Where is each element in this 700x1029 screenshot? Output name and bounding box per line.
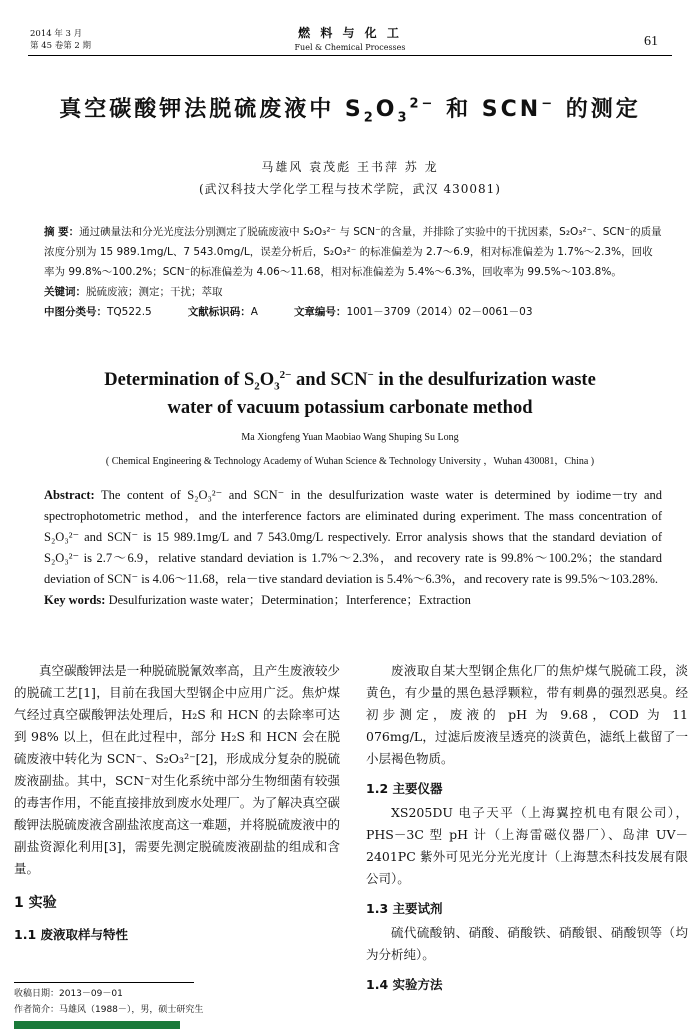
paper-title-en (30, 366, 670, 422)
abstract-cn-text: 通过碘量法和分光光度法分别测定了脱硫废液中 S₂O₃²⁻ 与 SCN⁻的含量，并排除了实验中的干扰因素，S₂O₃²⁻、SCN⁻的质量浓度分别为 15 989.1mg/L、7 543.0mg/L，误差分析后，S₂O₃²⁻ 的标准偏差为 2.7～6.9，相对标准偏差为 1.7%～2.3%，回收率为 99.8%～100.2%；SCN⁻的标准偏差为 4.06～11.68，相对标准偏差为 5.4%～6.3%，回收率为 99.5%～103.8%。 (44, 226, 662, 278)
keywords-en (44, 590, 662, 611)
abstract-en-label: Abstract: (44, 488, 95, 502)
reagents-paragraph: 硫代硫酸钠、硝酸、硝酸铁、硝酸银、硝酸钡等（均为分析纯）。 (366, 925, 688, 962)
title-en-part4: in the desulfurization waste (373, 370, 596, 390)
title-cn-part2: O (375, 97, 398, 122)
title-cn-sub2: 3 (397, 110, 410, 126)
article-number (294, 302, 533, 322)
title-en-sup3: − (367, 368, 374, 381)
abstract-cn-label: 摘 要： (44, 226, 80, 238)
footer-color-bar (14, 1021, 180, 1029)
title-cn-sup2: 2− (409, 96, 436, 112)
title-en-sub2: 3 (274, 380, 280, 393)
title-en-part2: O (259, 370, 275, 390)
keywords-en-label: Key words: (44, 593, 106, 607)
keywords-cn (44, 282, 662, 302)
issue-volume: 第 45 卷第 2 期 (30, 41, 92, 51)
doc-label: 文献标识码： (187, 306, 251, 318)
instruments-paragraph: XS205DU 电子天平（上海翼控机电有限公司），PHS－3C 型 pH 计（上海雷磁仪器厂）、岛津 UV－2401PC 紫外可见光分光光度计（上海慧杰科技发展有限公司）。 (366, 805, 688, 886)
keywords-cn-text: 脱硫废液；测定；干扰；萃取 (86, 286, 223, 298)
section-1-3-heading: 1.3 主要试剂 (366, 901, 443, 916)
authors-cn: 马雄风 袁茂彪 王书萍 苏 龙 (261, 160, 439, 174)
article-value: 1001－3709（2014）02－0061－03 (346, 306, 533, 318)
doc-value: A (250, 306, 258, 318)
title-cn-part1: 真空碳酸钾法脱硫废液中 S (59, 97, 364, 122)
keywords-en-text: Desulfurization waste water；Determination；Interference；Extraction (105, 593, 471, 607)
title-en-part3: and SCN (291, 370, 368, 390)
title-en-sub1: 2 (254, 380, 260, 393)
authors-en: Ma Xiongfeng Yuan Maobiao Wang Shuping Su Long (241, 432, 459, 443)
abstract-cn-body (44, 222, 662, 282)
affiliation-cn: (武汉科技大学化学工程与技术学院，武汉 430081) (199, 182, 501, 196)
classification-row (44, 302, 662, 322)
doc-code (188, 302, 258, 322)
article-label: 文章编号： (293, 306, 347, 318)
abstract-en (44, 485, 662, 611)
author-bio: 作者简介：马雄风（1988－），男，硕士研究生 (14, 1005, 204, 1015)
journal-name-cn: 燃 料 与 化 工 (298, 26, 402, 40)
clc-number (44, 302, 152, 322)
issue-info (30, 28, 91, 52)
page-number: 61 (644, 34, 658, 49)
section-1-4-heading: 1.4 实验方法 (366, 977, 443, 992)
title-en-sup2: 2− (279, 368, 292, 381)
title-en-line1 (30, 366, 670, 394)
title-cn-sup3: − (541, 96, 556, 112)
affiliation-en: ( Chemical Engineering & Technology Academy of Wuhan Science & Technology University ，Wuhan 430081，China ) (105, 456, 595, 467)
abstract-en-text: The content of S₂O₃²⁻ and SCN⁻ in the desulfurization waste water is determined by iodime－try and spectrophotometric method，and the interference factors are eliminated during experiment. The mass concentration of S₂O₃²⁻ and SCN⁻ is 15 989.1mg/L and 7 543.0mg/L respectively. Error analysis shows that the standard deviation of S₂O₃²⁻ is 2.7～6.9，relative standard deviation is 1.7%～2.3%，and recovery rate is 99.8%～100.2%；the standard deviation of SCN⁻ is 4.06～11.68，rela－tive standard deviation is 5.4%～6.3%，and recovery rate is 99.5%～103.28%. (44, 488, 662, 586)
header-divider (28, 55, 672, 56)
title-cn-sub1: 2 (363, 110, 376, 126)
footnote (14, 986, 203, 1018)
issue-date: 2014 年 3 月 (30, 29, 83, 39)
intro-paragraph: 真空碳酸钾法是一种脱硫脱氰效率高，且产生废液较少的脱硫工艺[1]，目前在我国大型钢企中应用广泛。焦炉煤气经过真空碳酸钾法处理后，H₂S 和 HCN 的去除率可达到 98% 以上，但在此过程中，部分 H₂S 和 HCN 会在脱硫废液中转化为 SCN⁻、S₂O₃²⁻[2]，形成成分复杂的脱硫废液副盐。其中，SCN⁻对生化系统中部分生物细菌有较强的毒害作用，不能直接排放到废水处理厂。为了解决真空碳酸钾法脱硫废液含副盐浓度高这一难题，并将脱硫废液中的副盐资源化利用[3]，需要先测定脱硫废液副盐的组成和含量。 (14, 663, 340, 876)
section-1-heading: 1 实验 (14, 895, 57, 911)
title-en-part1: Determination of S (104, 370, 255, 390)
section-1-2-heading: 1.2 主要仪器 (366, 781, 443, 796)
body-right-column (366, 660, 688, 998)
footnote-divider (14, 982, 194, 983)
title-en-line2: water of vacuum potassium carbonate method (167, 398, 533, 418)
body-left-column (14, 660, 340, 948)
paper-title-cn (20, 92, 680, 126)
title-cn-part3: 和 SCN (435, 97, 542, 122)
abstract-cn (44, 222, 662, 322)
abstract-en-body (44, 485, 662, 590)
title-cn-part4: 的测定 (555, 97, 641, 122)
sample-paragraph: 废液取自某大型钢企焦化厂的焦炉煤气脱硫工段，淡黄色，有少量的黑色悬浮颗粒，带有刺鼻的强烈恶臭。经初步测定，废液的 pH 为 9.68，COD 为 11 076mg/L，过滤后废液呈透亮的淡黄色，滤纸上截留了一小层褐色物质。 (366, 663, 688, 766)
clc-label: 中图分类号： (44, 306, 107, 318)
received-date: 收稿日期：2013－09－01 (14, 989, 123, 999)
journal-name (250, 24, 450, 52)
journal-name-en: Fuel & Chemical Processes (294, 43, 406, 52)
clc-value: TQ522.5 (107, 306, 152, 318)
section-1-1-heading: 1.1 废液取样与特性 (14, 927, 128, 942)
keywords-cn-label: 关键词： (44, 286, 86, 298)
